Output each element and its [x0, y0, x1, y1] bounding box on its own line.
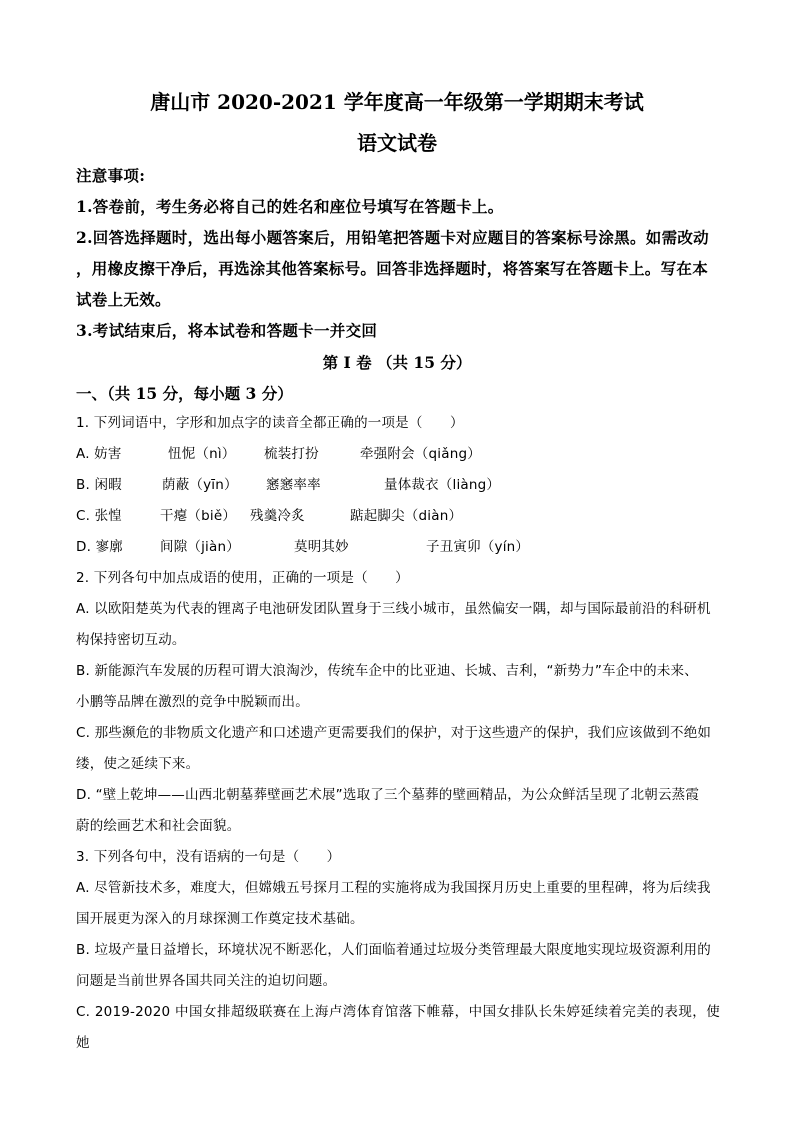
- option-cell: B. 闲暇: [76, 477, 122, 493]
- option-line: A. 以欧阳楚英为代表的锂离子电池研发团队置身于三线小城市，虽然偏安一隅，却与国际最前沿的科研机: [76, 601, 711, 617]
- option-line: B. 垃圾产量日益增长，环境状况不断恶化，人们面临着通过垃圾分类管理最大限度地实现垃圾资源利用的: [76, 942, 711, 958]
- part-title: 第 I 卷 （共 15 分）: [322, 353, 472, 372]
- option-line: 蔚的绘画艺术和社会面貌。: [76, 818, 241, 834]
- option-cell: 间隙（jiàn）: [160, 539, 240, 555]
- option-row-b: [76, 470, 726, 501]
- option-cell: 窸窸率率: [266, 477, 321, 493]
- option-cell: 莫明其妙: [294, 539, 349, 555]
- option-line: D. “壁上乾坤——山西北朝墓葬壁画艺术展”选取了三个墓葬的壁画精品，为公众鲜活呈现了北朝云蒸霞: [76, 787, 700, 803]
- option-row-d: [76, 532, 726, 563]
- notice-item: ，用橡皮擦干净后，再选涂其他答案标号。回答非选择题时，将答案写在答题卡上。写在本: [76, 259, 709, 278]
- question-3: [76, 842, 720, 1059]
- option-line: C. 那些濒危的非物质文化遗产和口述遗产更需要我们的保护，对于这些遗产的保护，我们应该做到不绝如: [76, 725, 712, 741]
- option-cell: 荫蔽（yīn）: [162, 477, 238, 493]
- notice-item: 2.回答选择题时，选出每小题答案后，用铅笔把答题卡对应题目的答案标号涂黑。如需改动: [76, 228, 709, 247]
- option-cell: 牵强附会（qiǎng）: [360, 446, 481, 462]
- exam-title: 唐山市 2020-2021 学年度高一年级第一学期期末考试: [150, 90, 644, 114]
- section-heading: 一、（共 15 分，每小题 3 分）: [76, 384, 293, 403]
- option-line: C. 2019-2020 中国女排超级联赛在上海卢湾体育馆落下帷幕，中国女排队长朱婷延续着完美的表现，使她: [76, 1004, 720, 1051]
- question-stem: 1. 下列词语中，字形和加点字的读音全都正确的一项是（ ）: [76, 415, 464, 431]
- question-2: [76, 563, 720, 842]
- option-cell: D. 寥廓: [76, 539, 123, 555]
- exam-subtitle: 语文试卷: [357, 131, 437, 155]
- option-line: B. 新能源汽车发展的历程可谓大浪淘沙，传统车企中的比亚迪、长城、吉利，“新势力”车企中的未来、: [76, 663, 698, 679]
- notice-item: 试卷上无效。: [76, 290, 171, 309]
- option-cell: 残羹冷炙: [250, 508, 305, 524]
- option-row-c: [76, 501, 726, 532]
- notice-heading: 注意事项:: [76, 166, 146, 185]
- option-cell: C. 张惶: [76, 508, 123, 524]
- question-stem: 3. 下列各句中，没有语病的一句是（ ）: [76, 849, 341, 865]
- option-line: 构保持密切互动。: [76, 632, 186, 648]
- option-cell: 踮起脚尖（diàn）: [350, 508, 463, 524]
- notice-block: [76, 160, 726, 346]
- option-row-a: [76, 439, 726, 470]
- option-cell: 梳装打扮: [264, 446, 319, 462]
- notice-item: 1.答卷前，考生务必将自己的姓名和座位号填写在答题卡上。: [76, 197, 504, 216]
- option-line: 缕，使之延续下来。: [76, 756, 200, 772]
- option-line: 国开展更为深入的月球探测工作奠定技术基础。: [76, 911, 364, 927]
- option-cell: 忸怩（nì）: [168, 446, 236, 462]
- question-stem: 2. 下列各句中加点成语的使用，正确的一项是（ ）: [76, 570, 409, 586]
- question-1: [76, 408, 726, 439]
- option-cell: A. 妨害: [76, 446, 122, 462]
- option-line: 小鹏等品牌在激烈的竞争中脱颖而出。: [76, 694, 309, 710]
- option-cell: 干瘪（biě）: [160, 508, 237, 524]
- option-line: A. 尽管新技术多，难度大，但嫦娥五号探月工程的实施将成为我国探月历史上重要的里程碑，将为后续我: [76, 880, 711, 896]
- notice-item: 3.考试结束后，将本试卷和答题卡一并交回: [76, 321, 378, 340]
- option-cell: 子丑寅卯（yín）: [426, 539, 530, 555]
- option-cell: 量体裁衣（liàng）: [384, 477, 501, 493]
- option-line: 问题是当前世界各国共同关注的迫切问题。: [76, 973, 337, 989]
